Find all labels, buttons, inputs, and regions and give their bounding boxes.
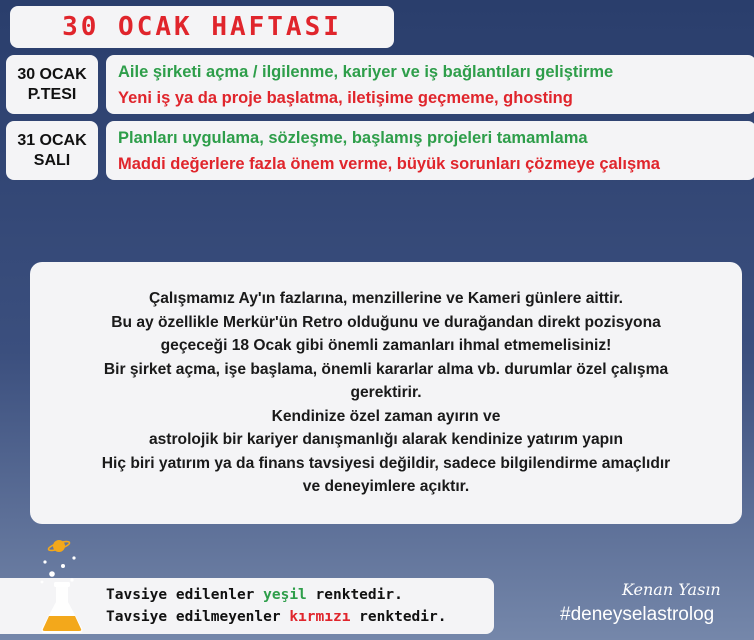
not-recommended-text: Yeni iş ya da proje başlatma, iletişime geçmeme, ghosting bbox=[118, 88, 573, 107]
info-line: Kendinize özel zaman ayırın ve bbox=[271, 407, 501, 425]
day-label-30-ocak bbox=[6, 55, 98, 114]
legend-recommended: Tavsiye edilenler yeşil renktedir. bbox=[106, 587, 403, 603]
recommended-text: Aile şirketi açma / ilgilenme, kariyer ve iş bağlantıları geliştirme bbox=[118, 62, 614, 81]
day-date: 30 OCAK bbox=[17, 65, 87, 83]
info-line: gerektirir. bbox=[350, 384, 422, 402]
info-line: Çalışmamız Ay'ın fazlarına, menzillerine ve Kameri günlere aittir. bbox=[148, 290, 623, 308]
day-content-31-ocak bbox=[106, 121, 754, 180]
legend-green-word: yeşil bbox=[263, 587, 307, 603]
info-line: Bir şirket açma, işe başlama, önemli kararlar alma vb. durumlar özel çalışma bbox=[103, 360, 669, 378]
not-recommended-text: Maddi değerlere fazla önem verme, büyük sorunları çözmeye çalışma bbox=[118, 154, 660, 173]
legend-red-word: kırmızı bbox=[289, 609, 351, 625]
day-date: 31 OCAK bbox=[17, 131, 87, 149]
info-line: ve deneyimlere açıktır. bbox=[302, 478, 470, 496]
page-title: 30 OCAK HAFTASI bbox=[62, 12, 342, 42]
signature-name: Kenan Yasın bbox=[622, 580, 721, 599]
info-line: Bu ay özellikle Merkür'ün Retro olduğunu ve durağandan direkt pozisyona bbox=[111, 313, 661, 331]
day-weekday: P.TESI bbox=[27, 85, 77, 103]
legend-not-recommended: Tavsiye edilmeyenler kırmızı renktedir. bbox=[106, 609, 447, 625]
flask-planet-icon bbox=[30, 536, 94, 636]
info-card bbox=[30, 262, 742, 524]
info-line: geçeceği 18 Ocak gibi önemli zamanları ihmal etmemelisiniz! bbox=[160, 337, 612, 355]
day-weekday: SALI bbox=[33, 151, 71, 169]
day-content-30-ocak bbox=[106, 55, 754, 114]
title-banner bbox=[10, 6, 394, 48]
info-line: astrolojik bir kariyer danışmanlığı alarak kendinize yatırım yapın bbox=[148, 431, 624, 449]
signature-hashtag: #deneyselastrolog bbox=[560, 604, 715, 625]
day-label-31-ocak bbox=[6, 121, 98, 180]
info-line: Hiç biri yatırım ya da finans tavsiyesi değildir, sadece bilgilendirme amaçlıdır bbox=[101, 454, 671, 472]
recommended-text: Planları uygulama, sözleşme, başlamış projeleri tamamlama bbox=[118, 128, 588, 147]
